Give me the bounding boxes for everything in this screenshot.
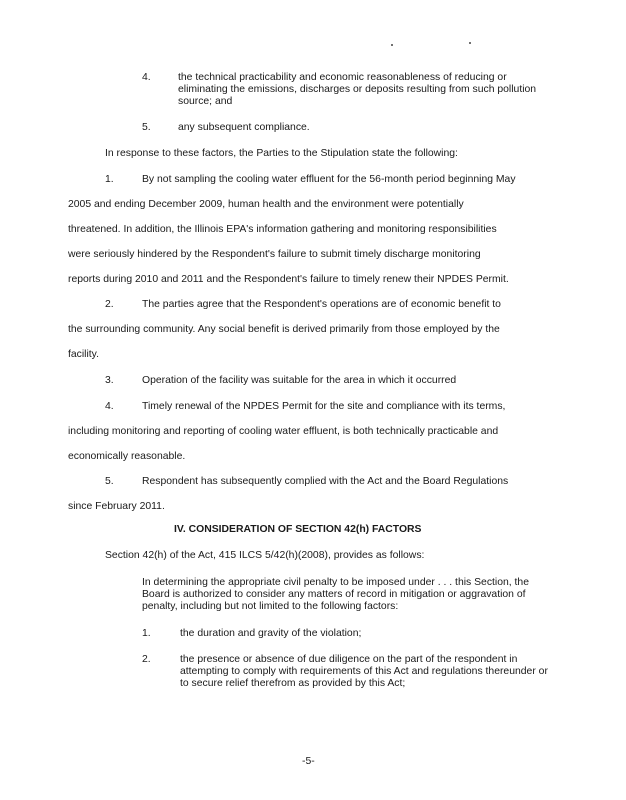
list-item-text: the duration and gravity of the violation; — [180, 628, 362, 639]
paragraph-line: were seriously hindered by the Respondent's failure to submit timely discharge monitoring — [68, 249, 481, 260]
paragraph-number: 4. — [105, 401, 114, 412]
block-quote: In determining the appropriate civil penalty to be imposed under . . . this Section, the Board is authorized to consider any matters of record in mitigation or aggravation of penalty, including but not limited to the following factors: — [142, 577, 529, 612]
paragraph-line: The parties agree that the Respondent's operations are of economic benefit to — [142, 299, 501, 310]
paragraph-number: 1. — [105, 174, 114, 185]
page-number: -5- — [302, 756, 315, 767]
paragraph-line: including monitoring and reporting of cooling water effluent, is both technically practicable and — [68, 426, 499, 437]
section-intro: Section 42(h) of the Act, 415 ILCS 5/42(h)(2008), provides as follows: — [105, 550, 425, 561]
paragraph-line: Respondent has subsequently complied with the Act and the Board Regulations — [142, 476, 509, 487]
list-item-number: 1. — [142, 628, 151, 639]
paragraph-line: threatened. In addition, the Illinois EPA's information gathering and monitoring responsibilities — [68, 224, 497, 235]
intro-paragraph: In response to these factors, the Parties to the Stipulation state the following: — [105, 148, 458, 159]
list-item-text: any subsequent compliance. — [178, 122, 310, 133]
paragraph-line: since February 2011. — [68, 501, 165, 512]
paragraph-number: 3. — [105, 375, 114, 386]
list-item-number: 4. — [142, 72, 151, 83]
list-item-text: the presence or absence of due diligence on the part of the respondent in attempting to comply with requirements of this Act and regulations thereunder or to secure relief therefrom as provided by this Act; — [180, 654, 548, 689]
paragraph-line: Operation of the facility was suitable for the area in which it occurred — [142, 375, 457, 386]
scan-speck — [469, 42, 471, 44]
list-item-text: the technical practicability and economic reasonableness of reducing or eliminating the emissions, discharges or deposits resulting from such pollution source; and — [178, 72, 537, 107]
list-item-number: 2. — [142, 654, 151, 665]
paragraph-number: 5. — [105, 476, 114, 487]
paragraph-line: Timely renewal of the NPDES Permit for the site and compliance with its terms, — [142, 401, 506, 412]
section-heading: IV. CONSIDERATION OF SECTION 42(h) FACTORS — [174, 524, 422, 535]
paragraph-line: the surrounding community. Any social benefit is derived primarily from those employed by the — [68, 324, 500, 335]
list-item-number: 5. — [142, 122, 151, 133]
paragraph-number: 2. — [105, 299, 114, 310]
scan-speck — [391, 44, 393, 46]
paragraph-line: facility. — [68, 349, 99, 360]
paragraph-line: 2005 and ending December 2009, human health and the environment were potentially — [68, 199, 464, 210]
paragraph-line: reports during 2010 and 2011 and the Respondent's failure to timely renew their NPDES Permit. — [68, 274, 509, 285]
paragraph-line: By not sampling the cooling water effluent for the 56-month period beginning May — [142, 174, 516, 185]
paragraph-line: economically reasonable. — [68, 451, 186, 462]
